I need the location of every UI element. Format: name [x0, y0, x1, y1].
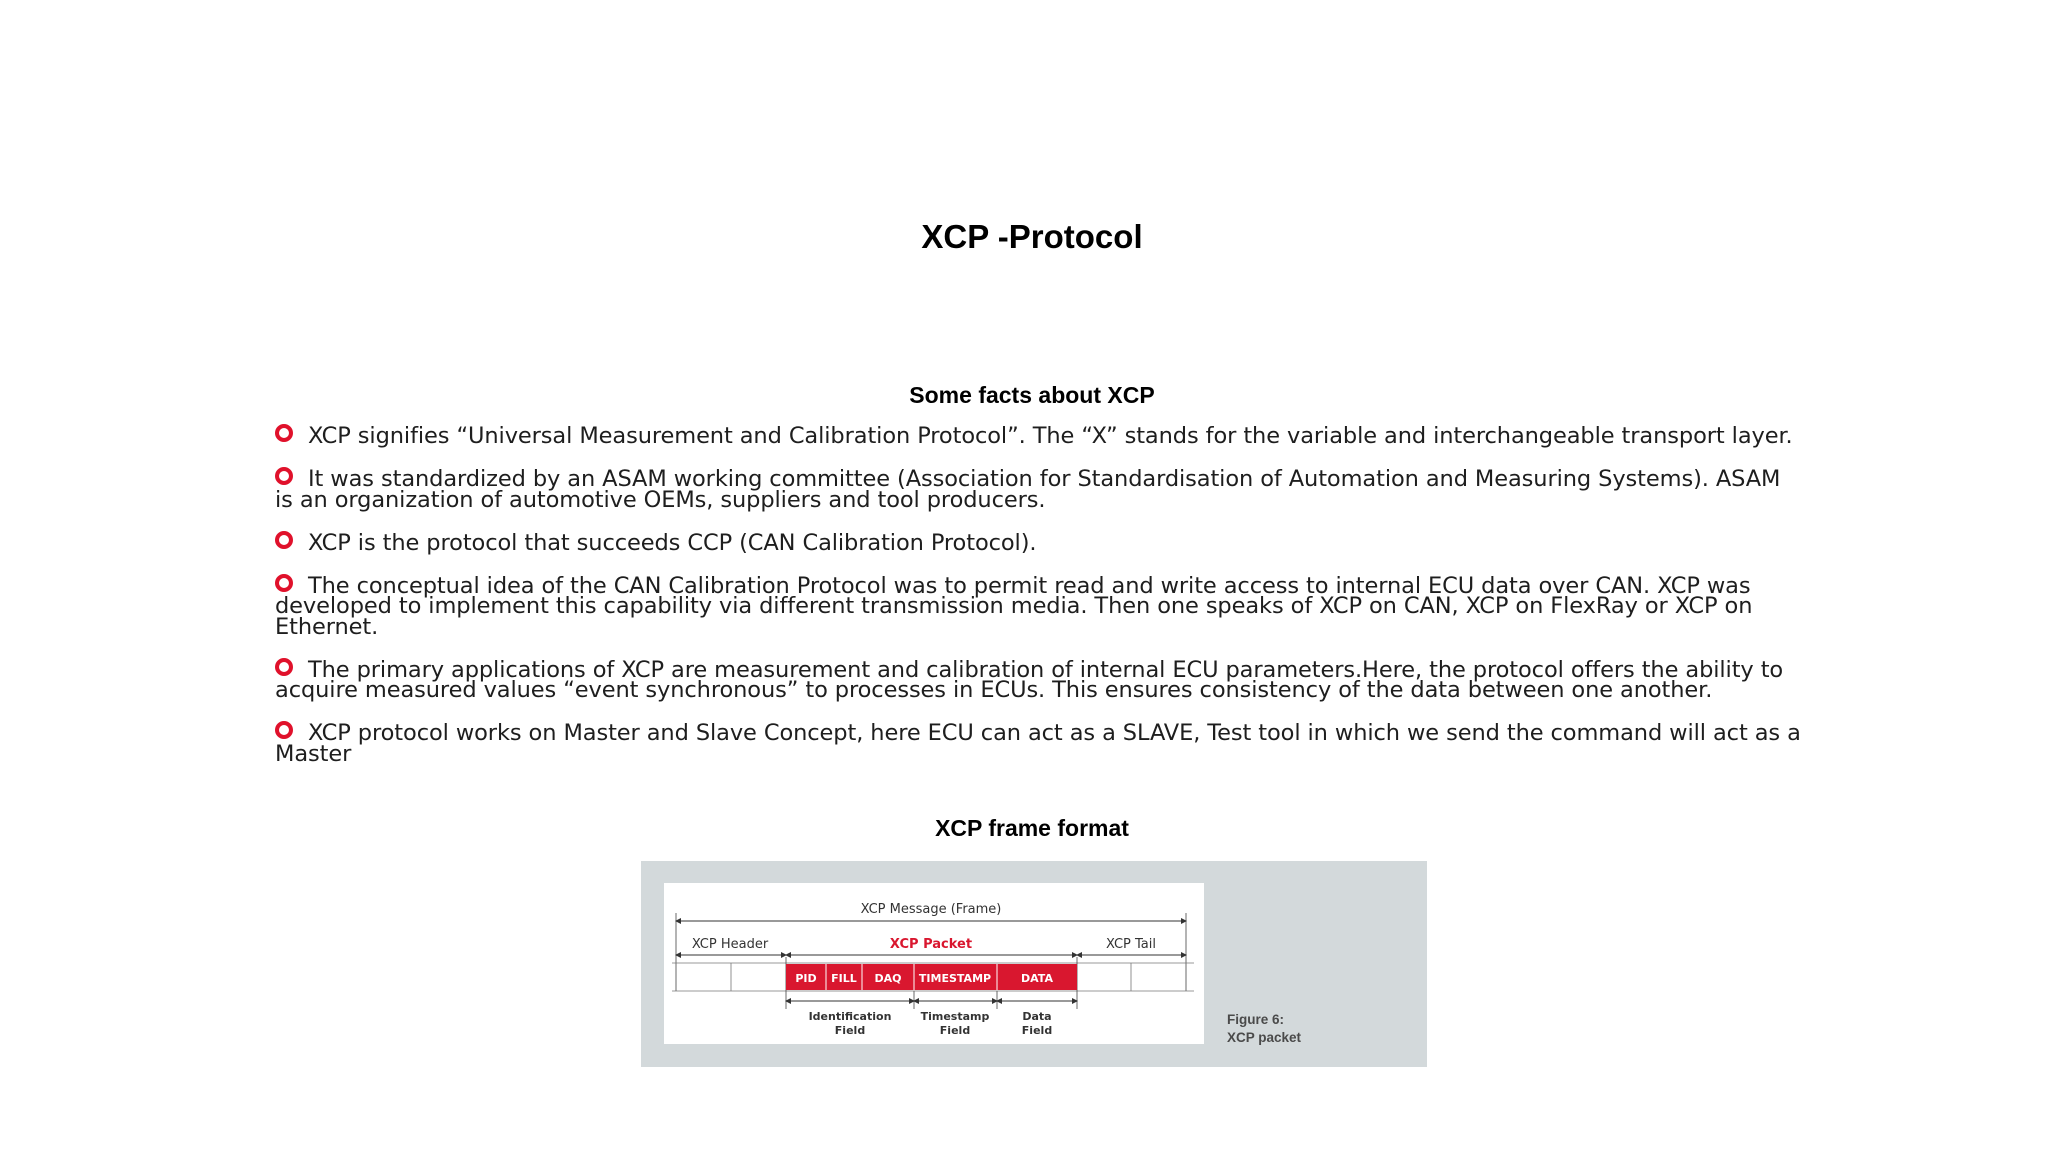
- slide-title: XCP -Protocol: [921, 218, 1143, 255]
- list-item: [275, 531, 1805, 554]
- message-label: XCP Message (Frame): [860, 902, 1002, 917]
- ring-bullet-icon: [275, 424, 293, 442]
- caption-line-2: XCP packet: [1227, 1030, 1302, 1045]
- list-item: [275, 574, 1805, 638]
- field-label: DAQ: [874, 972, 902, 985]
- xcp-packet-figure: [641, 861, 1427, 1067]
- figure-caption: [1227, 1011, 1301, 1047]
- list-item: [275, 658, 1805, 701]
- list-item: [275, 424, 1805, 447]
- list-item: [275, 466, 1805, 513]
- bullet-text: The conceptual idea of the CAN Calibration Protocol was to permit read and write access to internal ECU data over CAN. XCP was developed to implement this capability via different transmission media. Then one speaks of XCP on CAN, XCP on FlexRay or XCP on Ethernet.: [275, 572, 1753, 640]
- bullet-text: XCP is the protocol that succeeds CCP (CAN Calibration Protocol).: [308, 529, 1037, 556]
- caption-line-1: Figure 6:: [1227, 1012, 1285, 1027]
- identification-label: Identification: [808, 1010, 892, 1023]
- identification-label-2: Field: [834, 1024, 866, 1037]
- header-label: XCP Header: [691, 937, 769, 952]
- packet-label: XCP Packet: [889, 937, 973, 952]
- frame-format-heading: XCP frame format: [935, 815, 1129, 841]
- bullet-text: XCP signifies “Universal Measurement and Calibration Protocol”. The “X” stands for the variable and interchangeable transport layer.: [308, 423, 1793, 449]
- ring-bullet-icon: [275, 467, 293, 485]
- timestamp-label-2: Field: [939, 1024, 971, 1037]
- list-item: [275, 720, 1805, 767]
- bullet-text: XCP protocol works on Master and Slave Concept, here ECU can act as a SLAVE, Test tool in which we send the command will act as a Master: [275, 720, 1801, 767]
- field-label: FILL: [831, 972, 857, 985]
- data-label-2: Field: [1021, 1024, 1053, 1037]
- timestamp-label: Timestamp: [920, 1010, 990, 1023]
- ring-bullet-icon: [275, 531, 293, 549]
- bullet-text: The primary applications of XCP are measurement and calibration of internal ECU parameters.Here, the protocol offers the ability to acquire measured values “event synchronous” to processes in ECUs. This ensures consistency of the data between one another.: [275, 656, 1784, 703]
- field-label: DATA: [1021, 972, 1053, 985]
- frame-diagram: [664, 883, 1204, 1044]
- ring-bullet-icon: [275, 658, 293, 676]
- facts-list: [275, 424, 1805, 785]
- frame-diagram-panel: [664, 883, 1204, 1044]
- tail-label: XCP Tail: [1106, 937, 1156, 952]
- field-label: PID: [795, 972, 817, 985]
- field-label: TIMESTAMP: [918, 972, 992, 985]
- data-label: Data: [1022, 1010, 1052, 1023]
- ring-bullet-icon: [275, 721, 293, 739]
- ring-bullet-icon: [275, 574, 293, 592]
- bullet-text: It was standardized by an ASAM working committee (Association for Standardisation of Automation and Measuring Systems). ASAM is an organization of automotive OEMs, suppliers and tool producers.: [275, 466, 1781, 513]
- facts-heading: Some facts about XCP: [909, 382, 1155, 408]
